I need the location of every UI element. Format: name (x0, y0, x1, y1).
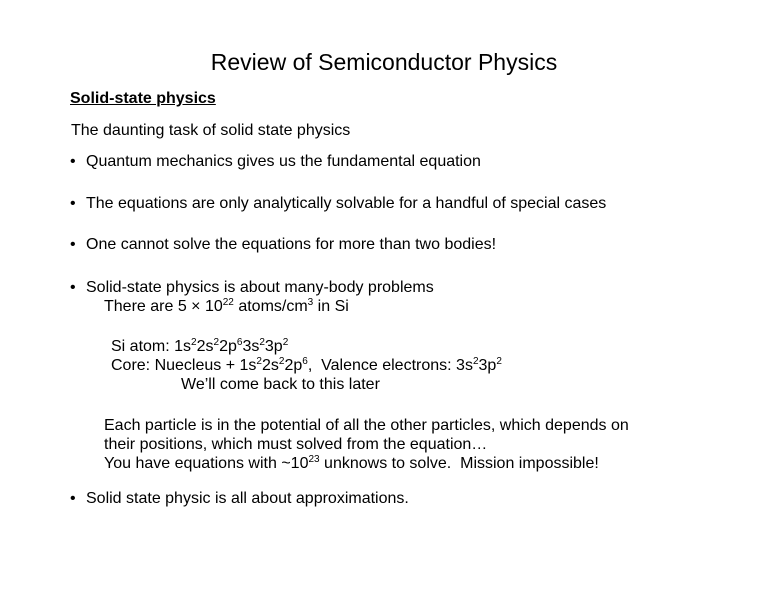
come-back-note: We’ll come back to this later (181, 376, 380, 393)
density-line: There are $5 \times 10^{22}$ atoms/$cm^3$ in Si (104, 297, 349, 315)
particle-paragraph-line1: Each particle is in the potential of all the other particles, which depends on (104, 417, 629, 434)
bullet-text: Quantum mechanics gives us the fundamental equation (86, 153, 481, 170)
intro-text: The daunting task of solid state physics (71, 122, 351, 139)
particle-paragraph-line3: You have equations with $\sim 10^{23}$ unknows to solve. Mission impossible! (104, 454, 599, 472)
bullet-item (70, 195, 606, 213)
section-heading: Solid-state physics (70, 90, 216, 107)
bullet-text: The equations are only analytically solvable for a handful of special cases (86, 195, 607, 212)
bullet-item (70, 279, 434, 297)
bullet-icon: • (70, 279, 76, 296)
bullet-text: One cannot solve the equations for more than two bodies! (86, 236, 497, 253)
si-atom-line: Si atom: $1s^22s^22p^63s^23p^2$ (111, 337, 289, 355)
core-line: Core: Nuecleus + $1s^22s^22p^6$, Valence electrons: $3s^23p^2$ (111, 356, 502, 374)
bullet-item (70, 153, 481, 171)
particle-paragraph-line2: their positions, which must solved from the equation… (104, 436, 488, 453)
bullet-item (70, 236, 496, 254)
bullet-icon: • (70, 153, 76, 170)
bullet-icon: • (70, 236, 76, 253)
bullet-text: Solid-state physics is about many-body problems (86, 279, 434, 296)
bullet-text: Solid state physic is all about approximations. (86, 490, 409, 507)
page-title: Review of Semiconductor Physics (210, 49, 558, 75)
bullet-icon: • (70, 490, 76, 507)
bullet-icon: • (70, 195, 76, 212)
bullet-item (70, 490, 409, 508)
